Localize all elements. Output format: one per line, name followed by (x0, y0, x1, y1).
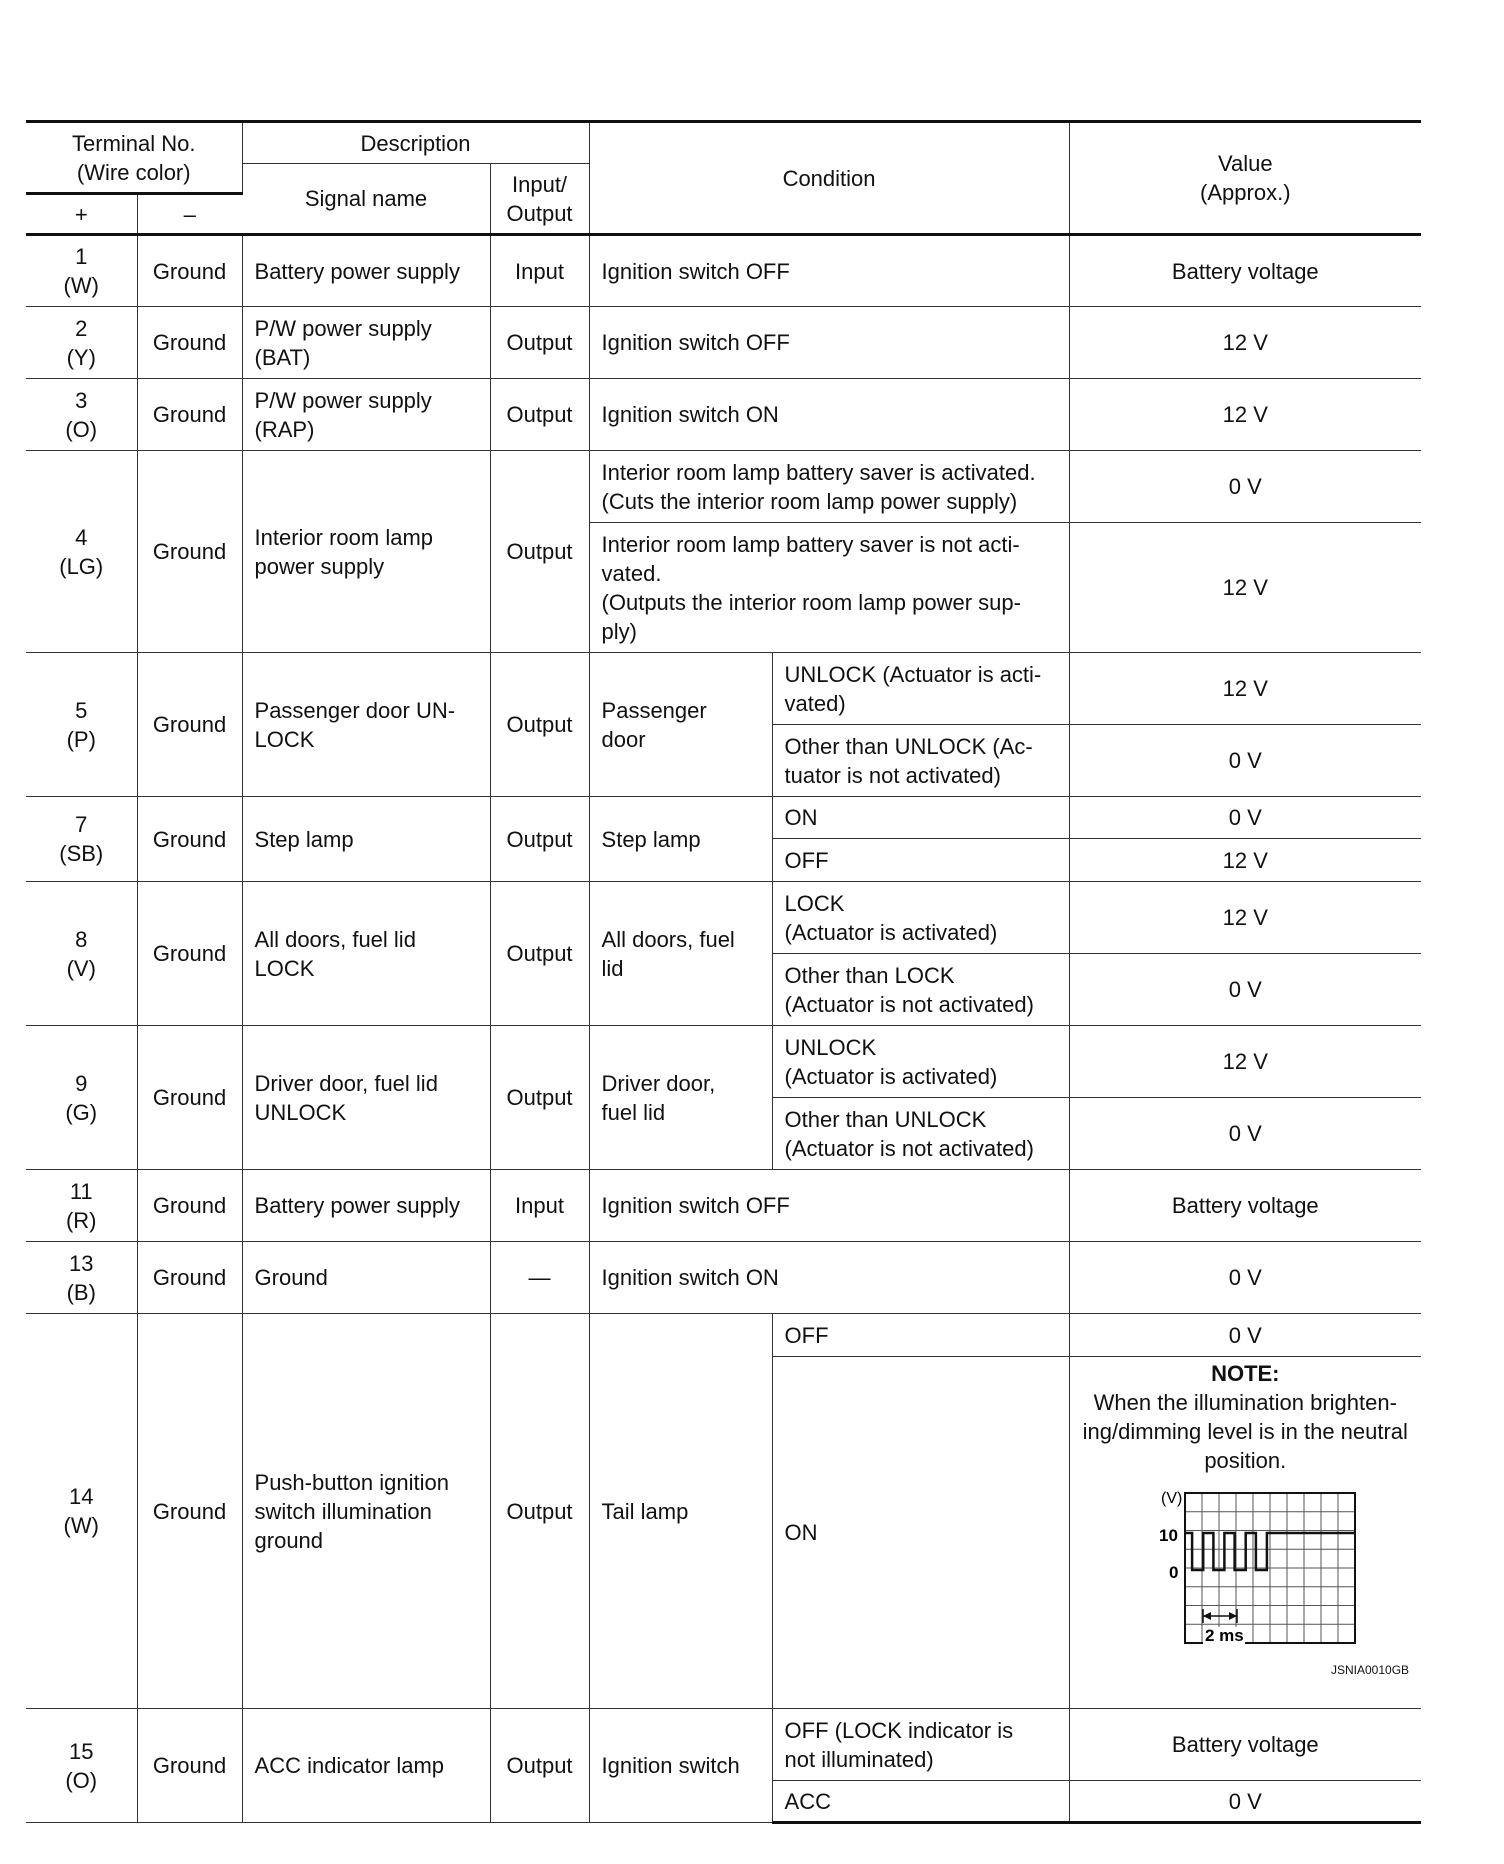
terminal-table (26, 120, 1421, 1824)
minus-terminal: Ground (137, 235, 242, 307)
condition: Ignition switch OFF (589, 1170, 1069, 1242)
input-output: Output (490, 797, 589, 882)
terminal-number: 7 (SB) (26, 797, 137, 882)
scope-grid (1185, 1493, 1355, 1643)
sub-condition: Other than UNLOCK (Actuator is not activated) (772, 1098, 1069, 1170)
signal-name: Push-button ignition switch illumination ground (242, 1314, 490, 1709)
value: 12 V (1069, 882, 1421, 954)
scope-y-high-label: 10 (1159, 1526, 1179, 1545)
time-division-marker (1203, 1609, 1237, 1623)
value: 12 V (1069, 523, 1421, 653)
table-row (26, 379, 1421, 451)
sub-condition: ON (772, 797, 1069, 839)
sub-condition: LOCK (Actuator is activated) (772, 882, 1069, 954)
sub-condition: UNLOCK (Actuator is activated) (772, 1026, 1069, 1098)
table-row (26, 451, 1421, 523)
input-output: Output (490, 1026, 589, 1170)
description-header: Description (242, 122, 589, 164)
value: 0 V (1069, 1781, 1421, 1823)
table-row (26, 1709, 1421, 1781)
input-output: Output (490, 451, 589, 653)
terminal-number: 8 (V) (26, 882, 137, 1026)
value: 12 V (1069, 839, 1421, 882)
input-output: Input (490, 1170, 589, 1242)
condition-group: Driver door, fuel lid (589, 1026, 772, 1170)
minus-terminal: Ground (137, 379, 242, 451)
table-row (26, 235, 1421, 307)
signal-name: Battery power supply (242, 235, 490, 307)
value: 12 V (1069, 307, 1421, 379)
minus-terminal: Ground (137, 882, 242, 1026)
minus-terminal: Ground (137, 1314, 242, 1709)
oscilloscope-waveform (1125, 1481, 1365, 1661)
value: Battery voltage (1069, 1170, 1421, 1242)
minus-terminal: Ground (137, 653, 242, 797)
scope-unit-label: (V) (1161, 1490, 1183, 1507)
value: Battery voltage (1069, 235, 1421, 307)
input-output: Output (490, 653, 589, 797)
condition: Ignition switch OFF (589, 235, 1069, 307)
condition-group: All doors, fuel lid (589, 882, 772, 1026)
minus-terminal: Ground (137, 1170, 242, 1242)
table-row (26, 307, 1421, 379)
terminal-number: 5 (P) (26, 653, 137, 797)
value: 12 V (1069, 379, 1421, 451)
sub-condition: OFF (772, 1314, 1069, 1357)
sub-condition: ON (772, 1357, 1069, 1709)
condition-header: Condition (589, 122, 1069, 235)
condition-group: Tail lamp (589, 1314, 772, 1709)
table-row (26, 653, 1421, 725)
note-title: NOTE: (1211, 1361, 1280, 1386)
value: 12 V (1069, 653, 1421, 725)
scope-time-label: 2 ms (1205, 1626, 1245, 1645)
minus-terminal: Ground (137, 1026, 242, 1170)
value: 0 V (1069, 1242, 1421, 1314)
condition: Ignition switch ON (589, 379, 1069, 451)
condition: Interior room lamp battery saver is activated. (Cuts the interior room lamp power supply) (589, 451, 1069, 523)
table-row (26, 797, 1421, 839)
value: 12 V (1069, 1026, 1421, 1098)
scope-y-low-label: 0 (1169, 1563, 1179, 1582)
minus-terminal: Ground (137, 797, 242, 882)
sub-condition: OFF (772, 839, 1069, 882)
value: 0 V (1069, 451, 1421, 523)
input-output: Output (490, 307, 589, 379)
signal-name: P/W power supply (BAT) (242, 307, 490, 379)
input-output: — (490, 1242, 589, 1314)
value: 0 V (1069, 954, 1421, 1026)
value: 0 V (1069, 1314, 1421, 1357)
minus-terminal: Ground (137, 307, 242, 379)
signal-name: Ground (242, 1242, 490, 1314)
terminal-number: 4 (LG) (26, 451, 137, 653)
plus-header: + (26, 194, 137, 235)
sub-condition: ACC (772, 1781, 1069, 1823)
sub-condition: UNLOCK (Actuator is acti- vated) (772, 653, 1069, 725)
terminal-number: 9 (G) (26, 1026, 137, 1170)
table-row (26, 1026, 1421, 1098)
terminal-no-header: Terminal No. (Wire color) (26, 122, 242, 194)
signal-name: Driver door, fuel lid UNLOCK (242, 1026, 490, 1170)
signal-name: Interior room lamp power supply (242, 451, 490, 653)
value: Battery voltage (1069, 1709, 1421, 1781)
terminal-number: 13 (B) (26, 1242, 137, 1314)
input-output: Output (490, 882, 589, 1026)
signal-name: P/W power supply (RAP) (242, 379, 490, 451)
signal-name: ACC indicator lamp (242, 1709, 490, 1823)
sub-condition: Other than LOCK (Actuator is not activated) (772, 954, 1069, 1026)
value-header: Value (Approx.) (1069, 122, 1421, 235)
minus-terminal: Ground (137, 1242, 242, 1314)
figure-id: JSNIA0010GB (1331, 1663, 1410, 1677)
input-output: Input (490, 235, 589, 307)
condition: Ignition switch OFF (589, 307, 1069, 379)
minus-terminal: Ground (137, 451, 242, 653)
condition: Ignition switch ON (589, 1242, 1069, 1314)
signal-name-header: Signal name (242, 164, 490, 235)
terminal-number: 11 (R) (26, 1170, 137, 1242)
signal-name: Passenger door UN- LOCK (242, 653, 490, 797)
input-output: Output (490, 1709, 589, 1823)
terminal-number: 2 (Y) (26, 307, 137, 379)
value: 0 V (1069, 725, 1421, 797)
value-note (1069, 1357, 1421, 1709)
condition: Interior room lamp battery saver is not acti- vated. (Outputs the interior room lamp power sup- ply) (589, 523, 1069, 653)
input-output: Output (490, 379, 589, 451)
note-text: When the illumination brighten- ing/dimming level is in the neutral position. (1082, 1390, 1408, 1473)
signal-name: Battery power supply (242, 1170, 490, 1242)
value: 0 V (1069, 797, 1421, 839)
table-row (26, 1170, 1421, 1242)
terminal-number: 3 (O) (26, 379, 137, 451)
minus-header: – (137, 194, 242, 235)
condition-group: Ignition switch (589, 1709, 772, 1823)
table-row (26, 882, 1421, 954)
condition-group: Passenger door (589, 653, 772, 797)
sub-condition: OFF (LOCK indicator is not illuminated) (772, 1709, 1069, 1781)
minus-terminal: Ground (137, 1709, 242, 1823)
condition-group: Step lamp (589, 797, 772, 882)
terminal-number: 15 (O) (26, 1709, 137, 1823)
terminal-number: 14 (W) (26, 1314, 137, 1709)
terminal-number: 1 (W) (26, 235, 137, 307)
table-row (26, 1314, 1421, 1357)
sub-condition: Other than UNLOCK (Ac- tuator is not activated) (772, 725, 1069, 797)
input-output: Output (490, 1314, 589, 1709)
input-output-header: Input/ Output (490, 164, 589, 235)
value: 0 V (1069, 1098, 1421, 1170)
signal-name: Step lamp (242, 797, 490, 882)
signal-name: All doors, fuel lid LOCK (242, 882, 490, 1026)
table-row (26, 1242, 1421, 1314)
